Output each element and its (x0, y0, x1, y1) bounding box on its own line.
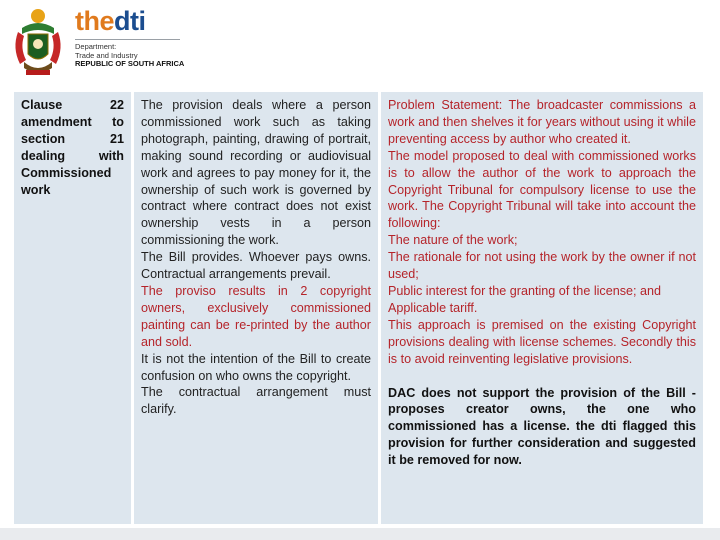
problem-cell (381, 92, 703, 524)
problem-paragraph: The model proposed to deal with commissioned works is to allow the author of the work to approach the Copyright Tribunal for compulsory license to use the work. The Copyright Tribunal will take into account the following: (388, 148, 696, 231)
dept-line-2: Trade and Industry (75, 50, 138, 60)
logo-divider (75, 39, 180, 40)
department-name (75, 43, 190, 69)
provision-paragraph: The provision deals where a person commissioned work such as taking photograph, painting, drawing of portrait, making sound recording or audiovisual work and agrees to pay money for it, the ownership of such work is governed by contract where contract does not exist ownership vests in a person commissioning the work. (141, 98, 371, 248)
problem-paragraph: This approach is premised on the existing Copyright provisions dealing with license schemes. Secondly this is to avoid reinventing legislative provisions. (388, 317, 696, 366)
problem-paragraphs (388, 97, 696, 368)
dept-line-3: REPUBLIC OF SOUTH AFRICA (75, 59, 185, 69)
problem-paragraph: The rationale for not using the work by the owner if not used; (388, 250, 696, 282)
logo-the: the (75, 6, 114, 36)
comment-table (14, 92, 706, 524)
logo-dti: dti (114, 6, 146, 36)
provision-paragraph: The Bill provides. Whoever pays owns. Contractual arrangements prevail. (141, 250, 371, 282)
footer-band (0, 528, 720, 540)
provision-paragraph: The contractual arrangement must clarify. (141, 385, 371, 417)
problem-paragraph: Applicable tariff. (388, 300, 478, 315)
header (0, 0, 720, 90)
provision-cell (134, 92, 378, 524)
problem-paragraph: The nature of the work; (388, 233, 518, 248)
clause-cell (14, 92, 131, 524)
provision-paragraph: It is not the intention of the Bill to create confusion on who owns the copyright. (141, 351, 371, 383)
problem-paragraph: Problem Statement: The broadcaster commissions a work and then shelves it for years without using it while preventing access by author who created it. (388, 98, 696, 146)
dept-line-1: Department: (75, 42, 117, 51)
coat-of-arms-icon (10, 4, 66, 80)
clause-text: Clause 22 amendment to section 21 dealing with Commissioned work (21, 98, 124, 197)
problem-paragraph: Public interest for the granting of the license; and (388, 283, 662, 298)
dac-note: DAC does not support the provision of the Bill -proposes creator owns, the one who commissioned has a license. the dti flagged this provision for further consideration and suggested it be removed for now. (388, 385, 696, 468)
provision-paragraph: The proviso results in 2 copyright owners, exclusively commissioned painting can be re-printed by the author and sold. (141, 283, 371, 349)
dti-logo (75, 4, 146, 38)
